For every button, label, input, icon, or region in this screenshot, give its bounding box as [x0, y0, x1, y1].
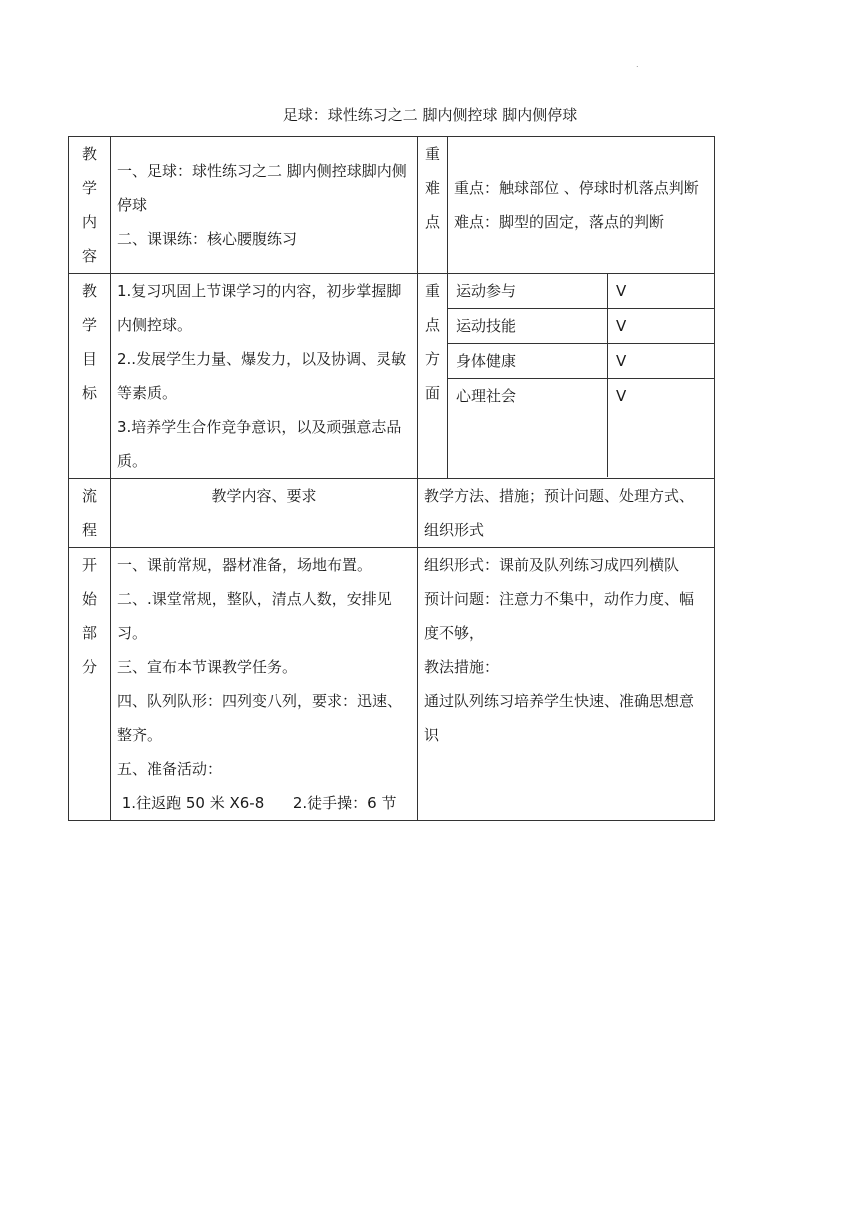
header-content: 教学内容、要求: [111, 479, 418, 548]
aspects-subtable: [448, 274, 714, 477]
teaching-goals-cell: 1.复习巩固上节课学习的内容，初步掌握脚内侧控球。 2..发展学生力量、爆发力，以及协调、灵敏等素质。 3.培养学生合作竞争意识，以及顽强意志品质。: [111, 274, 418, 479]
key-aspects-cell: [448, 274, 715, 479]
row-teaching-goals: [69, 274, 715, 479]
page-title: 足球：球性练习之二 脚内侧控球 脚内侧停球: [282, 106, 578, 124]
aspect-row: 运动技能 V: [448, 309, 714, 344]
row-process-header: [69, 479, 715, 548]
label-start-section: 开 始 部 分: [69, 548, 111, 821]
row-start-section: [69, 548, 715, 821]
page-mark: .: [636, 60, 639, 69]
key-difficulty-cell: 重点：触球部位 、停球时机落点判断 难点：脚型的固定，落点的判断: [448, 137, 715, 274]
label-teaching-goals: 教 学 目 标: [69, 274, 111, 479]
lesson-plan-table: [68, 136, 715, 821]
row-teaching-content: [69, 137, 715, 274]
aspect-row: 运动参与 V: [448, 274, 714, 309]
start-method-cell: 组织形式：课前及队列练习成四列横队 预计问题：注意力不集中，动作力度、幅度不够， 教法措施： 通过队列练习培养学生快速、准确思想意识: [418, 548, 715, 821]
label-process: 流 程: [69, 479, 111, 548]
label-teaching-content: 教 学 内 容: [69, 137, 111, 274]
label-key-aspects: 重 点 方 面: [418, 274, 448, 479]
aspect-row: 身体健康 V: [448, 344, 714, 379]
header-method: 教学方法、措施；预计问题、处理方式、组织形式: [418, 479, 715, 548]
teaching-content-cell: 一、足球：球性练习之二 脚内侧控球脚内侧停球 二、课课练：核心腰腹练习: [111, 137, 418, 274]
start-content-cell: 一、课前常规，器材准备，场地布置。 二、.课堂常规，整队，清点人数，安排见习。 三、宣布本节课教学任务。 四、队列队形：四列变八列，要求：迅速、整齐。 五、准备活动： 1.往返跑 50 米 X6-8 2.徒手操：6 节: [111, 548, 418, 821]
aspect-row: 心理社会 V: [448, 379, 714, 478]
label-key-difficulty: 重 难 点: [418, 137, 448, 274]
